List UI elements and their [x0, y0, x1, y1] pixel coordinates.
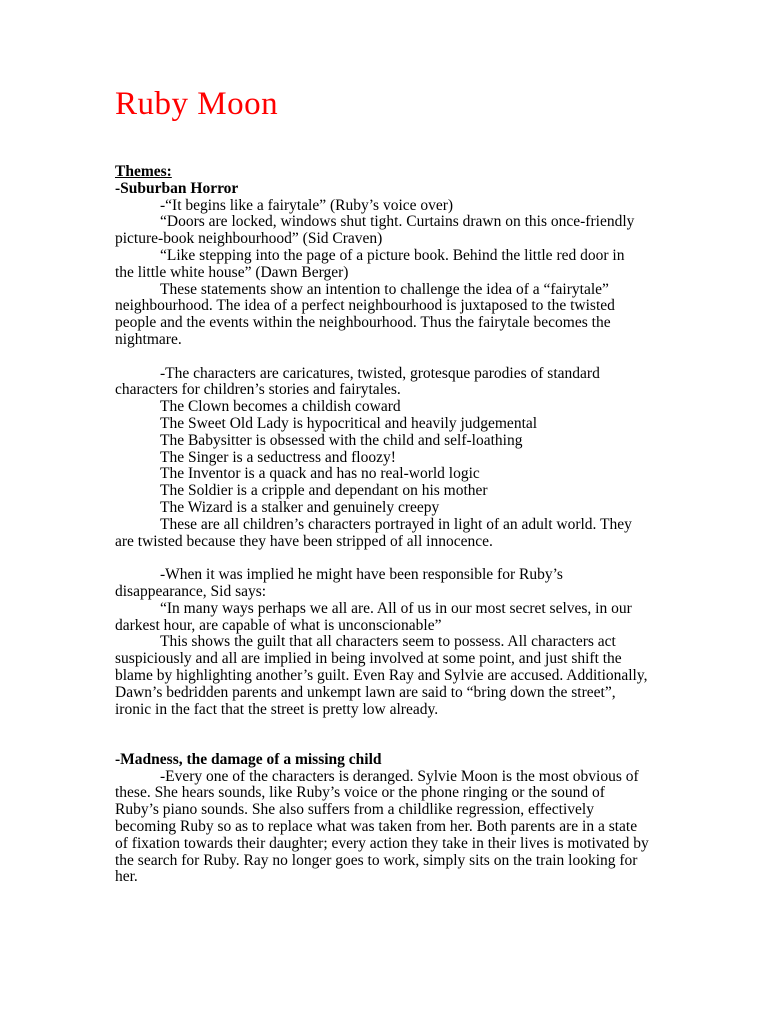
- spacer-line: [115, 349, 658, 366]
- text-line: “Doors are locked, windows shut tight. Curtains drawn on this once-friendly: [160, 213, 635, 231]
- text-line: characters for children’s stories and fairytales.: [115, 381, 401, 399]
- section-heading: [115, 164, 658, 181]
- text-line: the search for Ruby. Ray no longer goes to work, simply sits on the train looking for: [115, 851, 638, 869]
- text-line: nightmare.: [115, 330, 182, 348]
- text-line: -Every one of the characters is deranged. Sylvie Moon is the most obvious of: [160, 767, 639, 785]
- text-line: neighbourhood. The idea of a perfect neighbourhood is juxtaposed to the twisted: [115, 297, 615, 315]
- text-line: ironic in the fact that the street is pretty low already.: [115, 700, 439, 718]
- text-line: “In many ways perhaps we all are. All of us in our most secret selves, in our: [160, 599, 632, 617]
- text-line: “Like stepping into the page of a picture book. Behind the little red door in: [160, 246, 625, 264]
- text-line: people and the events within the neighbourhood. Thus the fairytale becomes the: [115, 314, 611, 332]
- spacer-line: [115, 735, 658, 752]
- text-line: blame by highlighting another’s guilt. Even Ray and Sylvie are accused. Additionally,: [115, 666, 648, 684]
- text-line: -When it was implied he might have been responsible for Ruby’s: [160, 566, 563, 584]
- text-line: The Singer is a seductress and floozy!: [160, 448, 396, 466]
- section-heading: -Suburban Horror: [115, 179, 239, 197]
- document-title: Ruby Moon: [115, 86, 279, 122]
- text-line: -“It begins like a fairytale” (Ruby’s voice over): [160, 196, 454, 214]
- text-line: picture-book neighbourhood” (Sid Craven): [115, 230, 383, 248]
- text-line: suspiciously and all are implied in being involved at some point, and just shift the: [115, 650, 622, 668]
- text-line: These are all children’s characters portrayed in light of an adult world. They: [160, 515, 632, 533]
- text-line: The Clown becomes a childish coward: [160, 398, 401, 416]
- text-line: -The characters are caricatures, twisted, grotesque parodies of standard: [160, 364, 600, 382]
- text-line: these. She hears sounds, like Ruby’s voice or the phone ringing or the sound of: [115, 784, 605, 802]
- text-line: are twisted because they have been stripped of all innocence.: [115, 532, 493, 550]
- text-line: her.: [115, 868, 138, 886]
- text-line: The Wizard is a stalker and genuinely creepy: [160, 498, 440, 516]
- text-line: Dawn’s bedridden parents and unkempt lawn are said to “bring down the street”,: [115, 683, 616, 701]
- text-line: The Babysitter is obsessed with the child and self-loathing: [160, 431, 523, 449]
- text-line: Ruby’s piano sounds. She also suffers from a childlike regression, effectively: [115, 801, 594, 819]
- text-line: This shows the guilt that all characters seem to possess. All characters act: [160, 633, 616, 651]
- section-heading-text: Themes:: [115, 163, 172, 180]
- text-line: the little white house” (Dawn Berger): [115, 263, 349, 281]
- text-line: The Inventor is a quack and has no real-world logic: [160, 465, 480, 483]
- text-line: of fixation towards their daughter; every action they take in their lives is motivated by: [115, 834, 649, 852]
- text-line: The Soldier is a cripple and dependant on his mother: [160, 482, 488, 500]
- text-line: becoming Ruby so as to replace what was taken from her. Both parents are in a state: [115, 818, 638, 836]
- document-body: [115, 164, 658, 886]
- spacer-line: [115, 718, 658, 735]
- text-line: These statements show an intention to challenge the idea of a “fairytale”: [160, 280, 609, 298]
- section-heading: -Madness, the damage of a missing child: [115, 750, 382, 768]
- text-line: darkest hour, are capable of what is unconscionable”: [115, 616, 442, 634]
- text-line: disappearance, Sid says:: [115, 582, 267, 600]
- spacer-line: [115, 550, 658, 567]
- text-line: The Sweet Old Lady is hypocritical and heavily judgemental: [160, 414, 538, 432]
